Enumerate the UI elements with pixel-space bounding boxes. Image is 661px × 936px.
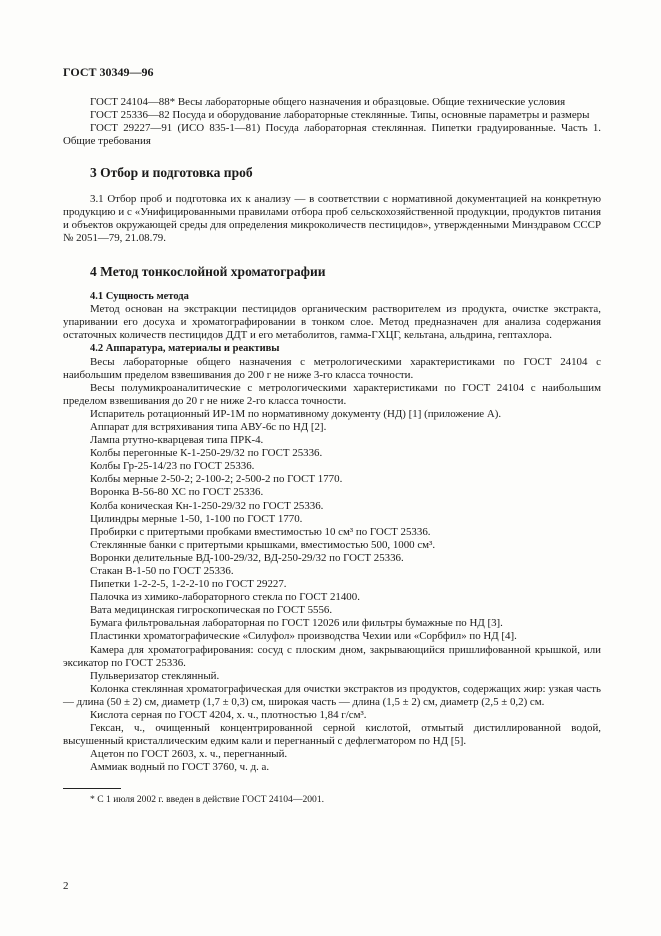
section-3-title: 3 Отбор и подготовка проб (90, 165, 253, 181)
list-item: Колбы Гр-25-14/23 по ГОСТ 25336. (90, 460, 255, 473)
list-item: Цилиндры мерные 1-50, 1-100 по ГОСТ 1770. (90, 512, 303, 525)
list-item: Колбы перегонные К-1-250-29/32 по ГОСТ 25336. (90, 447, 323, 460)
list-item: Кислота серная по ГОСТ 4204, х. ч., плотностью 1,84 г/см³. (90, 709, 367, 722)
subsection-4-2-title: 4.2 Аппаратура, материалы и реактивы (90, 343, 280, 355)
list-item: Стеклянные банки с притертыми крышками, вместимостью 500, 1000 см³. (90, 538, 436, 551)
list-item: Воронка В-56-80 ХС по ГОСТ 25336. (90, 486, 264, 499)
list-item: Лампа ртутно-кварцевая типа ПРК-4. (90, 434, 264, 447)
footnote-divider (63, 788, 121, 789)
list-item: Воронки делительные ВД-100-29/32, ВД-250-29/32 по ГОСТ 25336. (90, 551, 404, 564)
list-item: Пробирки с притертыми пробками вместимостью 10 см³ по ГОСТ 25336. (90, 525, 431, 538)
list-item: Аммиак водный по ГОСТ 3760, ч. д. а. (90, 761, 270, 774)
section-4-title: 4 Метод тонкослойной хроматографии (90, 263, 326, 279)
list-item: Вата медицинская гигроскопическая по ГОСТ 5556. (90, 604, 333, 617)
reference-item: ГОСТ 25336—82 Посуда и оборудование лабораторные стеклянные. Типы, основные параметры и размеры (90, 109, 590, 122)
list-item: Гексан, ч., очищенный концентрированной серной кислотой, отмытый дистиллированной водой, высушенный кристаллическим едким кали и перегнанный с дефлегматором по НД [5]. (63, 722, 601, 748)
list-item: Весы лабораторные общего назначения с метрологическими характеристиками по ГОСТ 24104 с наибольшим пределом взвешивания до 200 г не ниже 3-го класса точности. (63, 355, 601, 381)
page-number: 2 (63, 880, 69, 892)
document-header: ГОСТ 30349—96 (63, 65, 154, 79)
subsection-4-1-paragraph: Метод основан на экстракции пестицидов органическим растворителем из продукта, очистке экстракта, упаривании его досуха и хроматографировании в тонком слое. Метод предназначен для анализа содержания остаточных количеств пестицидов ДДТ и его метаболитов, гамма-ГХЦГ, кельтана, альдрина, гептахлора. (63, 303, 601, 342)
list-item: Колонка стеклянная хроматографическая для очистки экстрактов из продуктов, содержащих жир: узкая часть — длина (50 ± 2) см, диаметр (1,7 ± 0,3) см, широкая часть — длина (1,5 ± 2) см, диаметр (2,5 ± 0,2) см. (63, 682, 601, 708)
list-item: Колбы мерные 2-50-2; 2-100-2; 2-500-2 по ГОСТ 1770. (90, 473, 343, 486)
list-item: Пульверизатор стеклянный. (90, 669, 220, 682)
section-3-paragraph: 3.1 Отбор проб и подготовка их к анализу — в соответствии с нормативной документацией на конкретную продукцию и с «Унифицированными правилами отбора проб сельскохозяйственной продукции, продуктов питания и объектов окружающей среды для определения микроколичеств пестицидов», утвержденными Минздравом СССР № 2051—79, 21.08.79. (63, 192, 601, 244)
list-item: Колба коническая Кн-1-250-29/32 по ГОСТ 25336. (90, 499, 324, 512)
list-item: Бумага фильтровальная лабораторная по ГОСТ 12026 или фильтры бумажные по НД [3]. (90, 617, 503, 630)
list-item: Весы полумикроаналитические с метрологическими характеристиками по ГОСТ 24104 с наибольшим пределом взвешивания до 20 г не ниже 2-го класса точности. (63, 381, 601, 407)
list-item: Аппарат для встряхивания типа АВУ-6с по НД [2]. (90, 420, 327, 433)
footnote: * С 1 июля 2002 г. введен в действие ГОСТ 24104—2001. (90, 793, 325, 805)
list-item: Стакан В-1-50 по ГОСТ 25336. (90, 565, 234, 577)
subsection-4-1-title: 4.1 Сущность метода (90, 291, 189, 303)
list-item: Пипетки 1-2-2-5, 1-2-2-10 по ГОСТ 29227. (90, 578, 287, 591)
list-item: Палочка из химико-лабораторного стекла по ГОСТ 21400. (90, 591, 360, 604)
document-page (63, 66, 601, 806)
list-item: Пластинки хроматографические «Силуфол» производства Чехии или «Сорбфил» по НД [4]. (90, 630, 517, 643)
normative-references (63, 96, 601, 148)
equipment-list (63, 356, 601, 775)
list-item: Ацетон по ГОСТ 2603, х. ч., перегнанный. (90, 748, 288, 761)
list-item: Испаритель ротационный ИР-1М по нормативному документу (НД) [1] (приложение А). (90, 407, 502, 420)
reference-item: ГОСТ 24104—88* Весы лабораторные общего назначения и образцовые. Общие технические условия (90, 96, 566, 109)
reference-item: ГОСТ 29227—91 (ИСО 835-1—81) Посуда лабораторная стеклянная. Пипетки градуированные. Часть 1. Общие требования (63, 122, 601, 148)
list-item: Камера для хроматографирования: сосуд с плоским дном, закрывающийся пришлифованной крышкой, или эксикатор по ГОСТ 25336. (63, 643, 601, 669)
